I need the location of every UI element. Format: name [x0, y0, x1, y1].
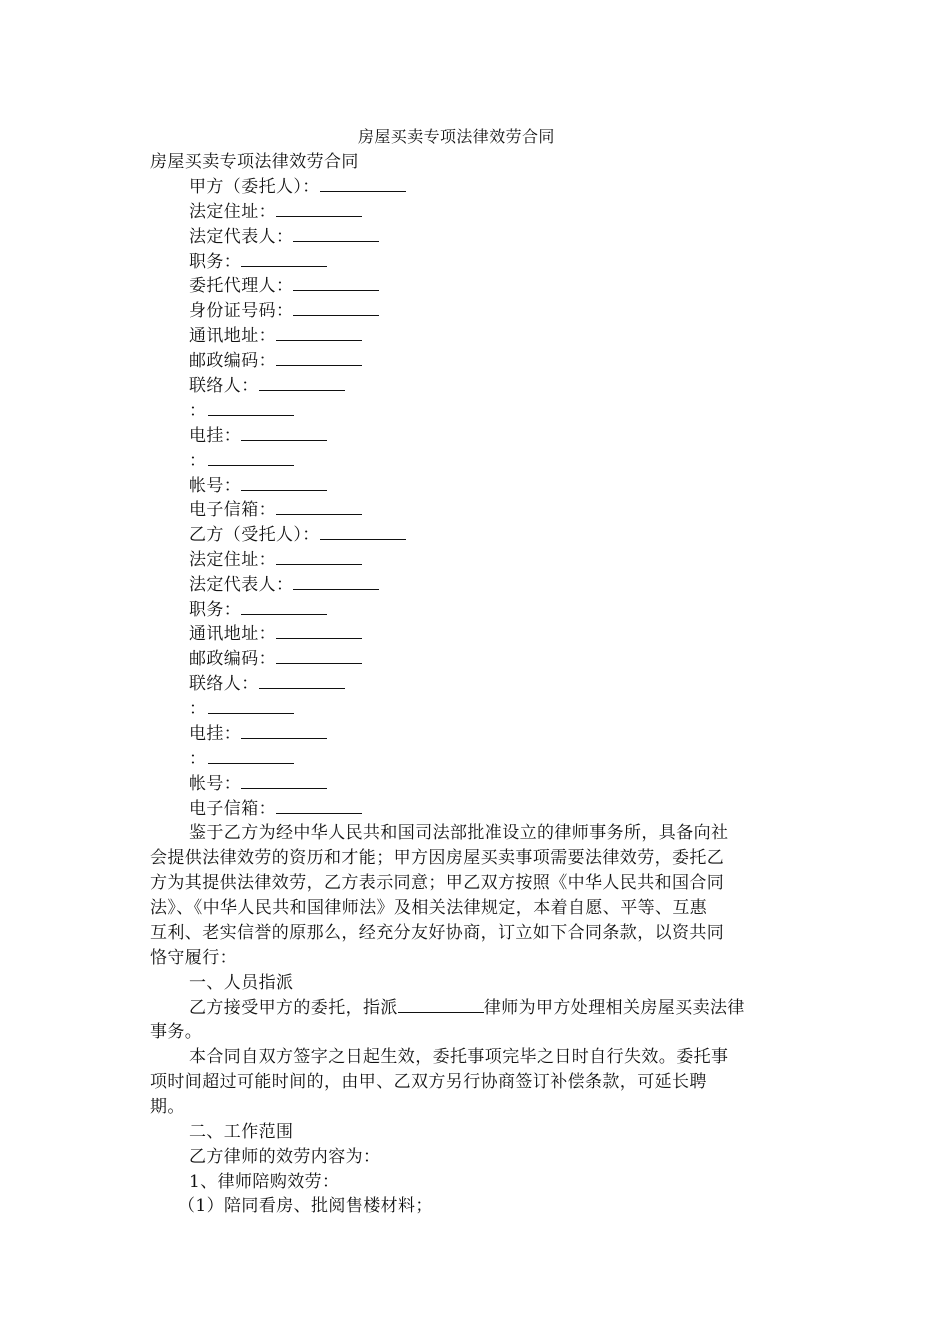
blank-line — [259, 375, 345, 391]
text-before-blank: 乙方接受甲方的委托，指派 — [189, 998, 398, 1018]
blank-line — [241, 723, 327, 739]
blank-line — [276, 549, 362, 565]
party-b-field — [189, 573, 379, 597]
blank-line — [293, 300, 379, 316]
preamble-line: 互利、老实信誉的原那么，经充分友好协商，订立如下合同条款，以资共同 — [150, 923, 725, 943]
blank-line — [293, 574, 379, 590]
field-label: 联络人： — [189, 674, 259, 694]
blank-line — [241, 599, 327, 615]
list-subitem: （1）陪同看房、批阅售楼材料； — [178, 1196, 433, 1216]
preamble-line: 方为其提供法律效劳，乙方表示同意；甲乙双方按照《中华人民共和国合同 — [150, 873, 725, 893]
document-title: 房屋买卖专项法律效劳合同 — [358, 127, 555, 146]
party-a-field — [189, 424, 327, 448]
section1-paragraph2-line: 期。 — [150, 1097, 185, 1117]
blank-line — [293, 226, 379, 242]
party-a-field — [189, 225, 379, 249]
field-label: 职务： — [189, 252, 242, 272]
blank-line — [241, 773, 327, 789]
blank-line — [276, 623, 362, 639]
section1-paragraph2-line: 项时间超过可能时间的，由甲、乙双方另行协商签订补偿条款，可延长聘 — [150, 1072, 707, 1092]
blank-line — [241, 475, 327, 491]
party-a-field — [189, 324, 362, 348]
blank-line — [276, 325, 362, 341]
party-b-field — [189, 797, 362, 821]
field-label: ： — [189, 749, 207, 769]
field-label: 邮政编码： — [189, 649, 276, 669]
party-a-field — [189, 399, 294, 423]
field-label: ： — [189, 401, 207, 421]
section-heading: 一、人员指派 — [189, 973, 294, 993]
blank-line — [398, 997, 484, 1013]
party-b-heading — [189, 523, 406, 547]
list-item: 1、律师陪购效劳： — [189, 1172, 340, 1192]
party-b-heading-label: 乙方（受托人）： — [189, 525, 320, 545]
party-b-field — [189, 672, 345, 696]
section2-intro: 乙方律师的效劳内容为： — [189, 1147, 381, 1167]
section1-paragraph-cont: 事务。 — [150, 1022, 203, 1042]
field-label: 职务： — [189, 600, 242, 620]
party-a-field — [189, 299, 379, 323]
field-label: 法定代表人： — [189, 227, 294, 247]
blank-line — [276, 499, 362, 515]
field-label: 身份证号码： — [189, 301, 294, 321]
field-label: 邮政编码： — [189, 351, 276, 371]
blank-line — [293, 275, 379, 291]
field-label: 通讯地址： — [189, 326, 276, 346]
blank-line — [208, 698, 294, 714]
field-label: 帐号： — [189, 774, 242, 794]
field-label: 帐号： — [189, 476, 242, 496]
field-label: 法定住址： — [189, 550, 276, 570]
blank-line — [320, 524, 406, 540]
field-label: 电子信箱： — [189, 500, 276, 520]
party-b-field — [189, 622, 362, 646]
preamble-line: 会提供法律效劳的资历和才能；甲方因房屋买卖事项需要法律效劳，委托乙 — [150, 848, 725, 868]
blank-line — [208, 400, 294, 416]
field-label: 通讯地址： — [189, 624, 276, 644]
party-a-field — [189, 274, 379, 298]
preamble-line: 法》、《中华人民共和国律师法》及相关法律规定，本着自愿、平等、互惠 — [150, 898, 708, 918]
document-subtitle: 房屋买卖专项法律效劳合同 — [150, 152, 359, 172]
blank-line — [320, 176, 406, 192]
field-label: 联络人： — [189, 376, 259, 396]
party-b-field — [189, 647, 362, 671]
blank-line — [241, 251, 327, 267]
party-a-field — [189, 449, 294, 473]
blank-line — [208, 450, 294, 466]
section1-paragraph — [189, 996, 745, 1020]
blank-line — [276, 350, 362, 366]
party-b-field — [189, 722, 327, 746]
section1-paragraph2-line: 本合同自双方签字之日起生效，委托事项完毕之日时自行失效。委托事 — [189, 1047, 729, 1067]
party-a-field — [189, 349, 362, 373]
blank-line — [259, 673, 345, 689]
party-a-field — [189, 374, 345, 398]
party-b-field — [189, 548, 362, 572]
party-a-heading-label: 甲方（委托人）： — [189, 177, 320, 197]
party-b-field — [189, 772, 327, 796]
field-label: ： — [189, 699, 207, 719]
blank-line — [276, 798, 362, 814]
party-a-field — [189, 200, 362, 224]
party-a-field — [189, 498, 362, 522]
party-a-field — [189, 250, 327, 274]
field-label: 电挂： — [189, 426, 242, 446]
preamble-line: 鉴于乙方为经中华人民共和国司法部批准设立的律师事务所，具备向社 — [189, 823, 729, 843]
party-a-heading — [189, 175, 406, 199]
text-after-blank: 律师为甲方处理相关房屋买卖法律 — [483, 998, 745, 1018]
party-b-field — [189, 697, 294, 721]
field-label: 法定住址： — [189, 202, 276, 222]
party-b-field — [189, 747, 294, 771]
field-label: 委托代理人： — [189, 276, 294, 296]
field-label: 法定代表人： — [189, 575, 294, 595]
blank-line — [276, 648, 362, 664]
party-b-field — [189, 598, 327, 622]
blank-line — [208, 748, 294, 764]
field-label: 电挂： — [189, 724, 242, 744]
section-heading: 二、工作范围 — [189, 1122, 294, 1142]
preamble-line: 恪守履行： — [150, 948, 237, 968]
blank-line — [276, 201, 362, 217]
party-a-field — [189, 474, 327, 498]
field-label: ： — [189, 451, 207, 471]
field-label: 电子信箱： — [189, 799, 276, 819]
blank-line — [241, 425, 327, 441]
